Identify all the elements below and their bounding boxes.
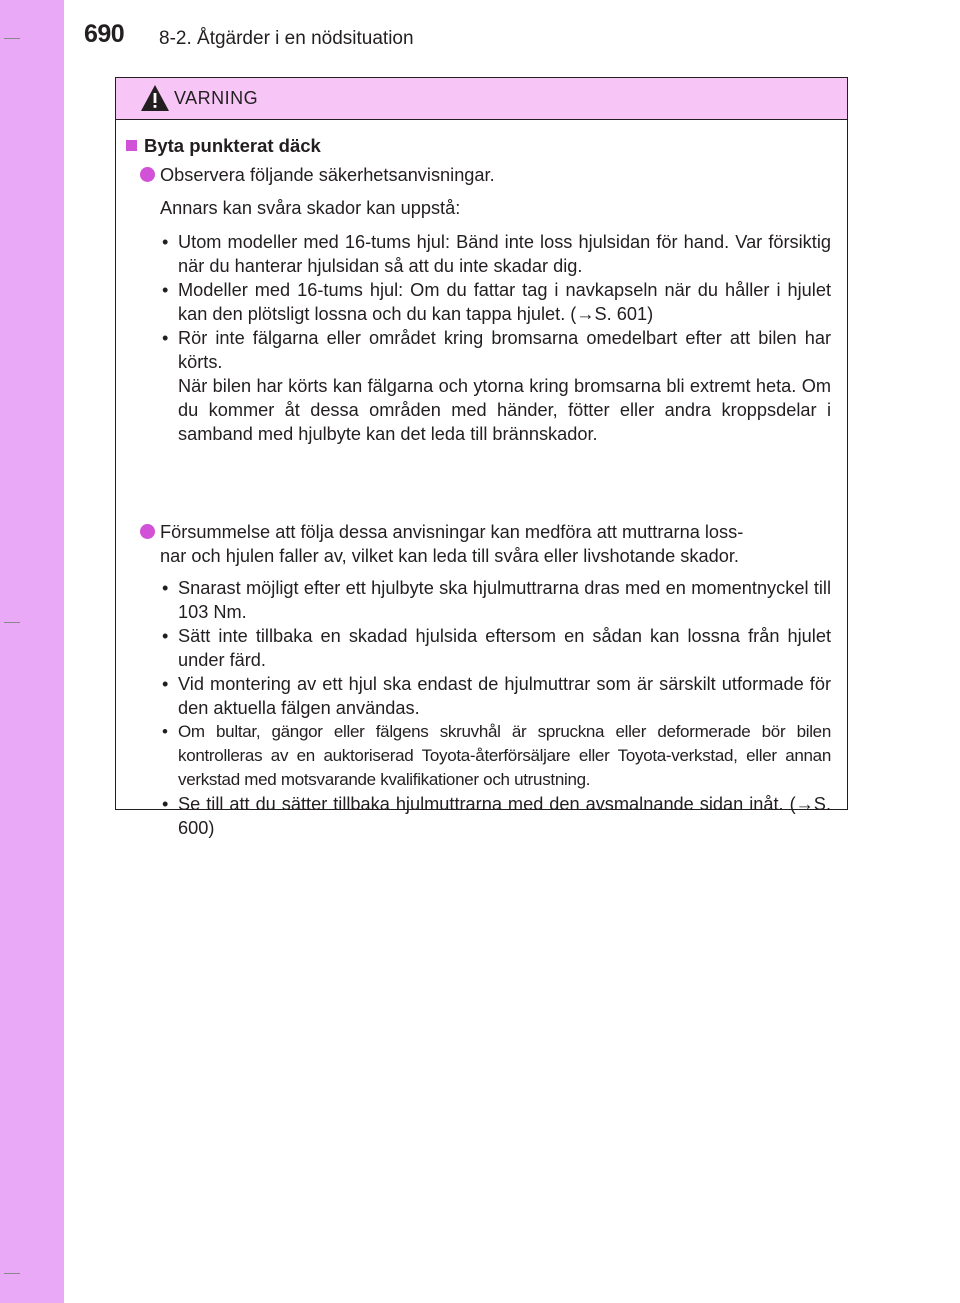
block2-intro-cont (160, 544, 831, 568)
page-side-strip (0, 0, 64, 1303)
list-item: • Vid montering av ett hjul ska endast de hjulmuttrar som är särskilt utformade för den aktuella fälgen användas. (160, 672, 831, 720)
circle-bullet-icon (140, 524, 155, 539)
list-item: • Utom modeller med 16-tums hjul: Bänd inte loss hjulsidan för hand. Var försiktig när du hanterar hjulsidan så att du inte skadar dig. (160, 230, 831, 278)
list-item: • Sätt inte tillbaka en skadad hjulsida eftersom en sådan kan lossna från hjulet under färd. (160, 624, 831, 672)
crop-mark (4, 38, 20, 39)
list-item: • Om bultar, gängor eller fälgens skruvhål är spruckna eller deformerade bör bilen kontrolleras av en auktoriserad Toyota-återförsäljare eller Toyota-verkstad, eller annan verkstad med motsvarande kvalifikationer och utrustning. (160, 720, 831, 792)
block2-intro (160, 520, 831, 544)
warning-box (115, 77, 848, 838)
warning-triangle-icon (140, 84, 170, 112)
block1-sub: Annars kan svåra skador kan uppstå: (160, 198, 461, 218)
block1-bullet-list (160, 230, 831, 446)
section-title: 8-2. Åtgärder i en nödsituation (159, 28, 414, 49)
list-item: • Rör inte fälgarna eller området kring bromsarna omedelbart efter att bilen har körts. (160, 326, 831, 374)
list-item-continuation: När bilen har körts kan fälgarna och ytorna kring bromsarna bli extremt heta. Om du kommer åt dessa områden med händer, fötter eller andra kroppsdelar i samband med hjulbyte kan det leda till brännskador. (178, 376, 831, 444)
warning-header (116, 78, 847, 120)
crop-mark (4, 1273, 20, 1274)
block2-intro-line: nar och hjulen faller av, vilket kan leda till svåra eller livshotande skador. (160, 546, 739, 566)
warning-heading-text: Byta punkterat däck (144, 135, 321, 156)
block2-intro-line: Försummelse att följa dessa anvisningar kan medföra att muttrarna loss- (160, 522, 744, 542)
list-item: • Snarast möjligt efter ett hjulbyte ska hjulmuttrarna dras med en momentnyckel till 103 Nm. (160, 576, 831, 624)
page-number: 690 (84, 20, 125, 48)
circle-bullet-icon (140, 167, 155, 182)
block2-bullet-list (160, 576, 831, 840)
warning-title: VARNING (174, 88, 259, 108)
warning-heading (126, 134, 321, 158)
crop-mark (4, 622, 20, 623)
square-bullet-icon (126, 140, 137, 151)
block1-intro: Observera följande säkerhetsanvisningar. (160, 165, 495, 185)
list-item: • Modeller med 16-tums hjul: Om du fattar tag i navkapseln när du håller i hjulet kan den plötsligt lossna och du kan tappa hjulet. (→S. 601) (160, 278, 831, 326)
list-item: • Se till att du sätter tillbaka hjulmuttrarna med den avsmalnande sidan inåt. (→S. 600) (160, 792, 831, 840)
